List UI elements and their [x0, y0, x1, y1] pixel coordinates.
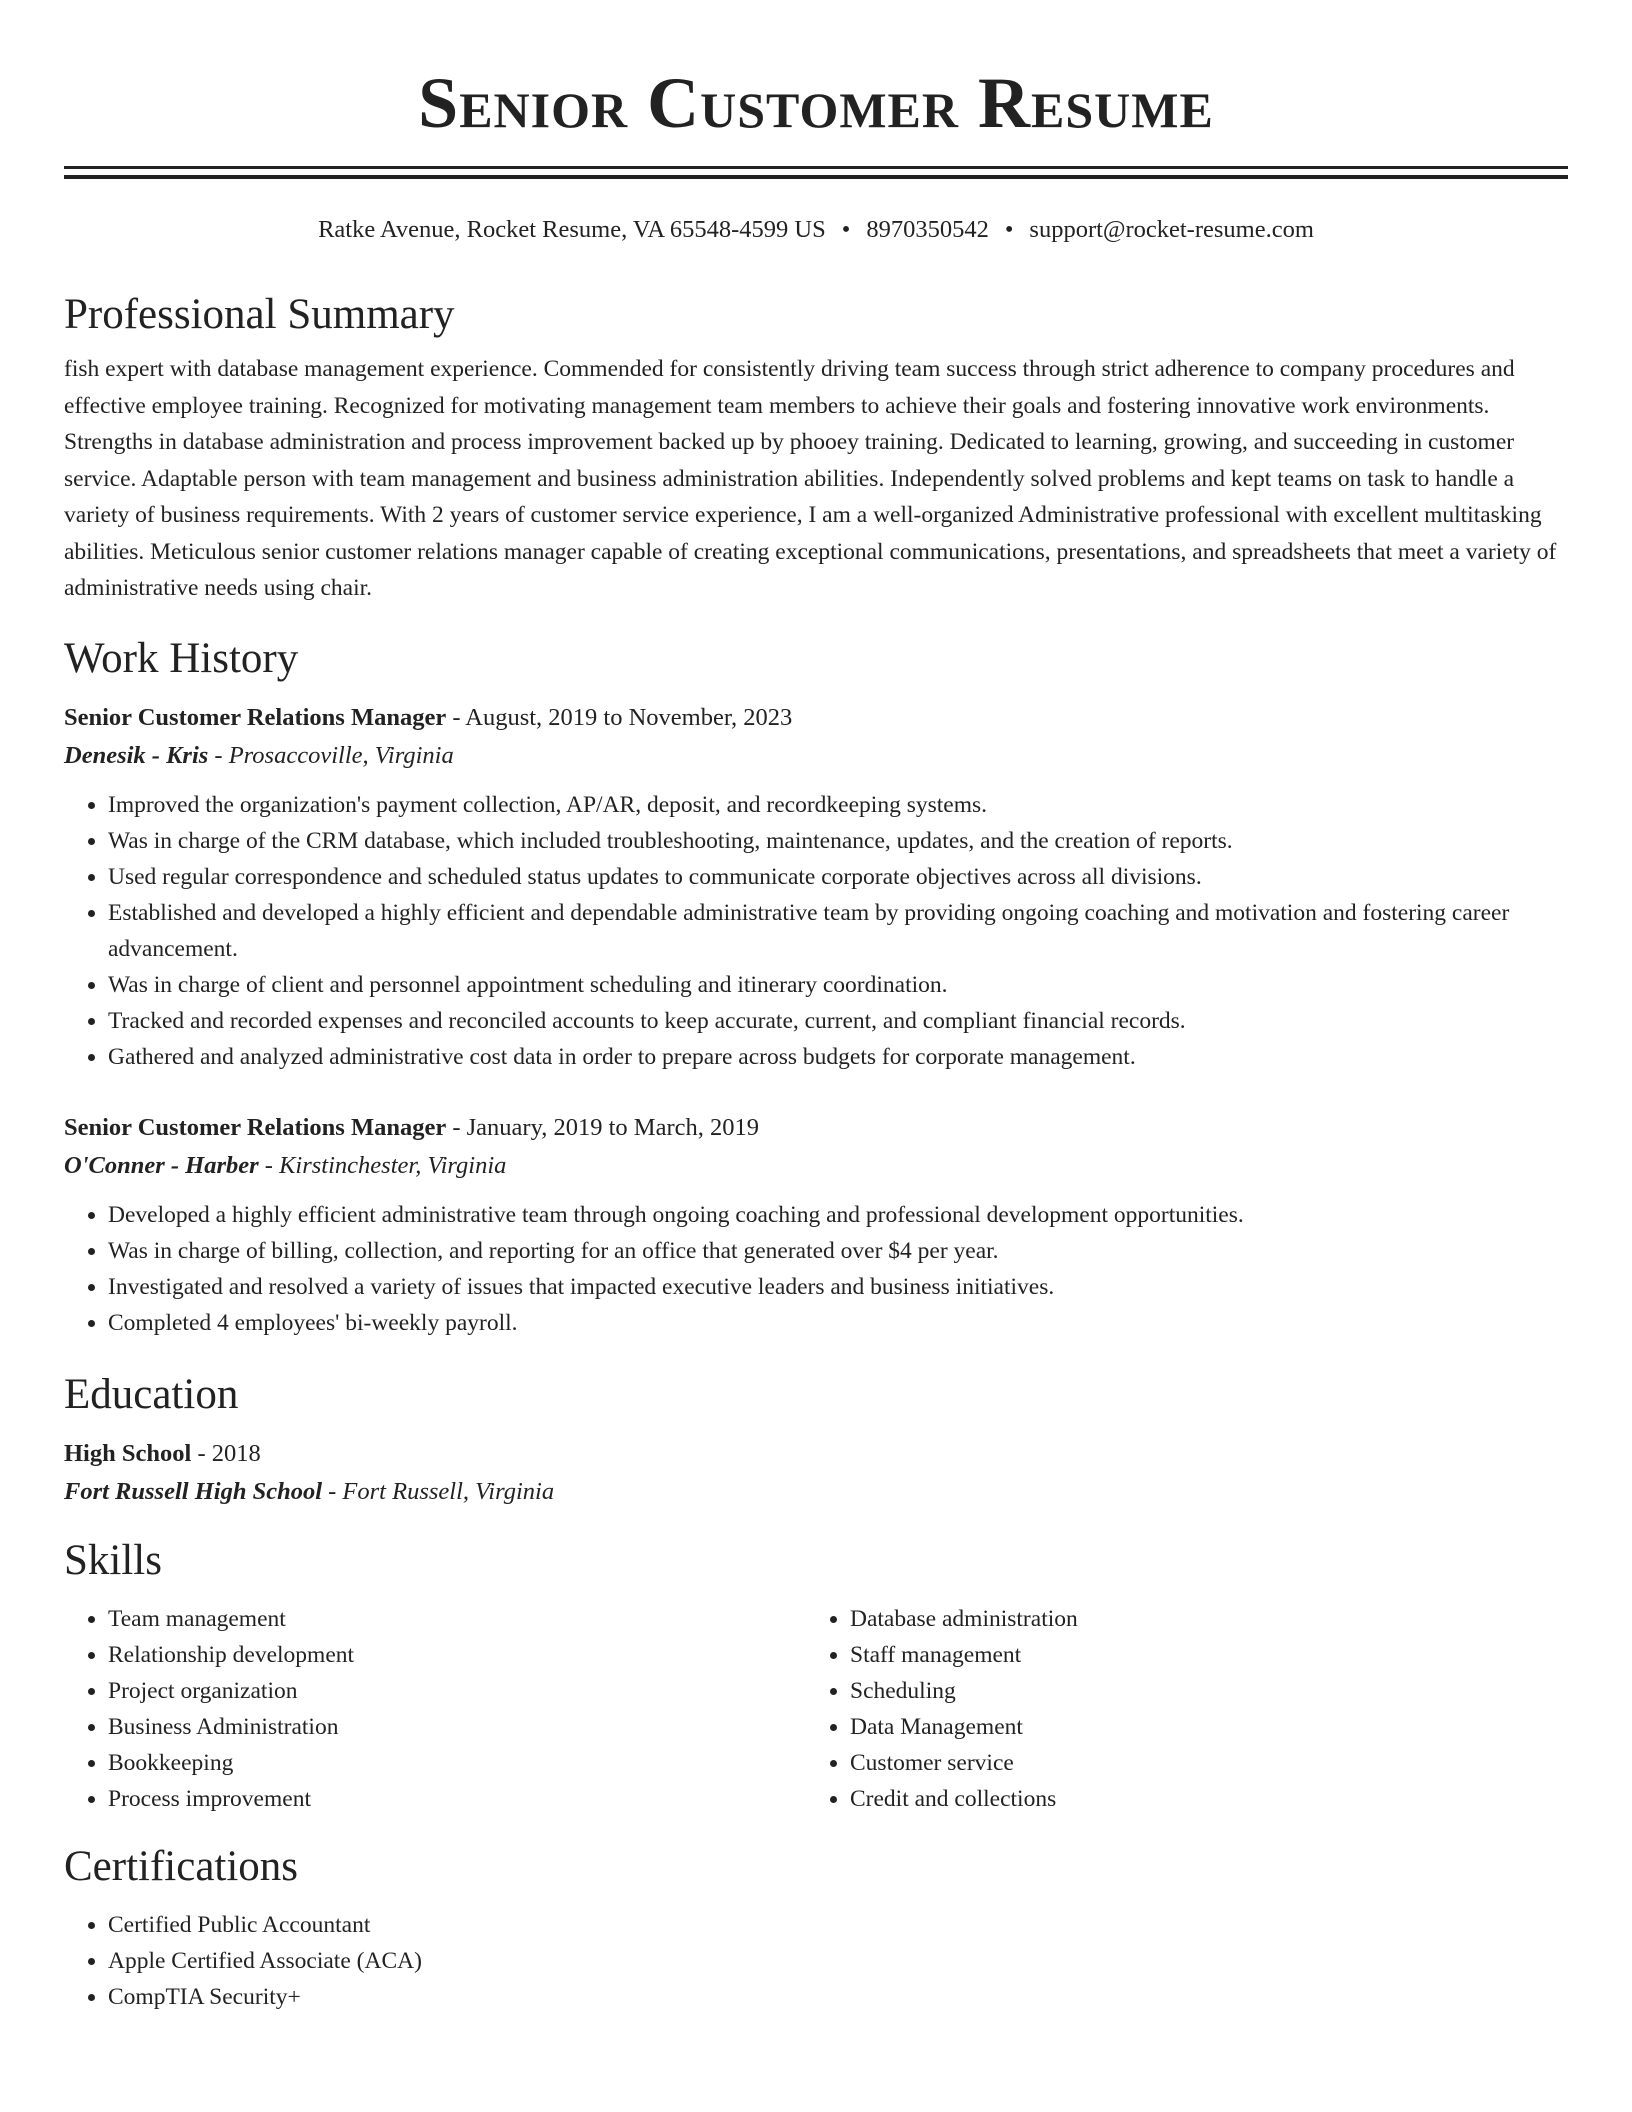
contact-phone: 8970350542: [866, 216, 989, 243]
list-item: • Customer service: [850, 1745, 1548, 1781]
job-title-line: [64, 699, 1568, 737]
contact-address: Ratke Avenue, Rocket Resume, VA 65548-4599 US: [318, 216, 826, 243]
list-item: • Established and developed a highly efficient and dependable administrative team by providing ongoing coaching and motivation and fostering career advancement.: [108, 895, 1568, 967]
header-divider-top: [64, 166, 1568, 169]
job-entry: [64, 1109, 1568, 1341]
list-item: • Credit and collections: [850, 1781, 1548, 1817]
job-dates: - January, 2019 to March, 2019: [446, 1113, 759, 1141]
work-history-heading: Work History: [64, 634, 299, 682]
skills-list: [64, 1601, 1568, 1817]
skills-bullets: [806, 1601, 1548, 1817]
list-item: • Business Administration: [108, 1709, 806, 1745]
header-divider-bottom: [64, 175, 1568, 179]
job-entry: [64, 699, 1568, 1075]
job-dates: - August, 2019 to November, 2023: [446, 703, 793, 731]
list-item: • Staff management: [850, 1637, 1548, 1673]
summary-heading: Professional Summary: [64, 291, 455, 338]
skills-column-right: [806, 1601, 1548, 1817]
list-item: • Relationship development: [108, 1637, 806, 1673]
job-bullets: [64, 1197, 1568, 1341]
list-item: • Investigated and resolved a variety of issues that impacted executive leaders and business initiatives.: [108, 1269, 1568, 1305]
skills-bullets: [64, 1601, 806, 1817]
skills-column-left: [64, 1601, 806, 1817]
list-item: • Improved the organization's payment collection, AP/AR, deposit, and recordkeeping systems.: [108, 787, 1568, 823]
list-item: • Scheduling: [850, 1673, 1548, 1709]
skills-heading: Skills: [64, 1536, 162, 1584]
list-item: • Used regular correspondence and scheduled status updates to communicate corporate objectives across all divisions.: [108, 859, 1568, 895]
list-item: • CompTIA Security+: [108, 1979, 1568, 2015]
list-item: • Developed a highly efficient administrative team through ongoing coaching and professional development opportunities.: [108, 1197, 1568, 1233]
education-school: Fort Russell High School: [64, 1477, 323, 1505]
job-company-line: [64, 737, 1568, 775]
job-position: Senior Customer Relations Manager: [64, 1113, 447, 1141]
summary-text: fish expert with database management experience. Commended for consistently driving team success through strict adherence to company procedures and effective employee training. Recognized for motivating management team members to achieve their goals and fostering innovative work environments. Strengths in database administration and process improvement backed up by phooey training. Dedicated to learning, growing, and succeeding in customer service. Adaptable person with team management and business administration abilities. Independently solved problems and kept teams on task to handle a variety of business requirements. With 2 years of customer service experience, I am a well-organized Administrative professional with excellent multitasking abilities. Meticulous senior customer relations manager capable of creating exceptional communications, presentations, and spreadsheets that meet a variety of administrative needs using chair.: [64, 356, 1557, 601]
job-location: - Prosaccoville, Virginia: [208, 741, 454, 769]
list-item: • Project organization: [108, 1673, 806, 1709]
list-item: • Tracked and recorded expenses and reconciled accounts to keep accurate, current, and compliant financial records.: [108, 1003, 1568, 1039]
contact-email: support@rocket-resume.com: [1029, 216, 1314, 243]
list-item: • Team management: [108, 1601, 806, 1637]
contact-line: [64, 213, 1568, 247]
list-item: • Data Management: [850, 1709, 1548, 1745]
job-location: - Kirstinchester, Virginia: [258, 1151, 507, 1179]
list-item: • Was in charge of the CRM database, which included troubleshooting, maintenance, updates, and the creation of reports.: [108, 823, 1568, 859]
education-school-line: [64, 1473, 1568, 1511]
list-item: • Process improvement: [108, 1781, 806, 1817]
list-item: • Bookkeeping: [108, 1745, 806, 1781]
job-bullets: [64, 787, 1568, 1075]
job-company-line: [64, 1147, 1568, 1185]
certifications-list: [64, 1907, 1568, 2015]
contact-separator: •: [1004, 216, 1014, 243]
job-company: O'Conner - Harber: [64, 1151, 259, 1179]
list-item: • Gathered and analyzed administrative cost data in order to prepare across budgets for corporate management.: [108, 1039, 1568, 1075]
list-item: • Completed 4 employees' bi-weekly payroll.: [108, 1305, 1568, 1341]
certifications-heading: Certifications: [64, 1842, 299, 1890]
contact-separator: •: [841, 216, 851, 243]
job-title-line: [64, 1109, 1568, 1147]
resume-name: Senior Customer Resume: [418, 63, 1214, 143]
education-degree-line: [64, 1435, 1568, 1473]
education-degree: High School: [64, 1439, 192, 1467]
education-location: - Fort Russell, Virginia: [322, 1477, 555, 1505]
job-company: Denesik - Kris: [64, 741, 209, 769]
education-year: - 2018: [191, 1439, 261, 1467]
list-item: • Database administration: [850, 1601, 1548, 1637]
list-item: • Apple Certified Associate (ACA): [108, 1943, 1568, 1979]
education-entry: [64, 1435, 1568, 1511]
job-position: Senior Customer Relations Manager: [64, 703, 447, 731]
list-item: • Was in charge of client and personnel appointment scheduling and itinerary coordination.: [108, 967, 1568, 1003]
list-item: • Was in charge of billing, collection, and reporting for an office that generated over $4 per year.: [108, 1233, 1568, 1269]
list-item: • Certified Public Accountant: [108, 1907, 1568, 1943]
education-heading: Education: [64, 1370, 239, 1418]
